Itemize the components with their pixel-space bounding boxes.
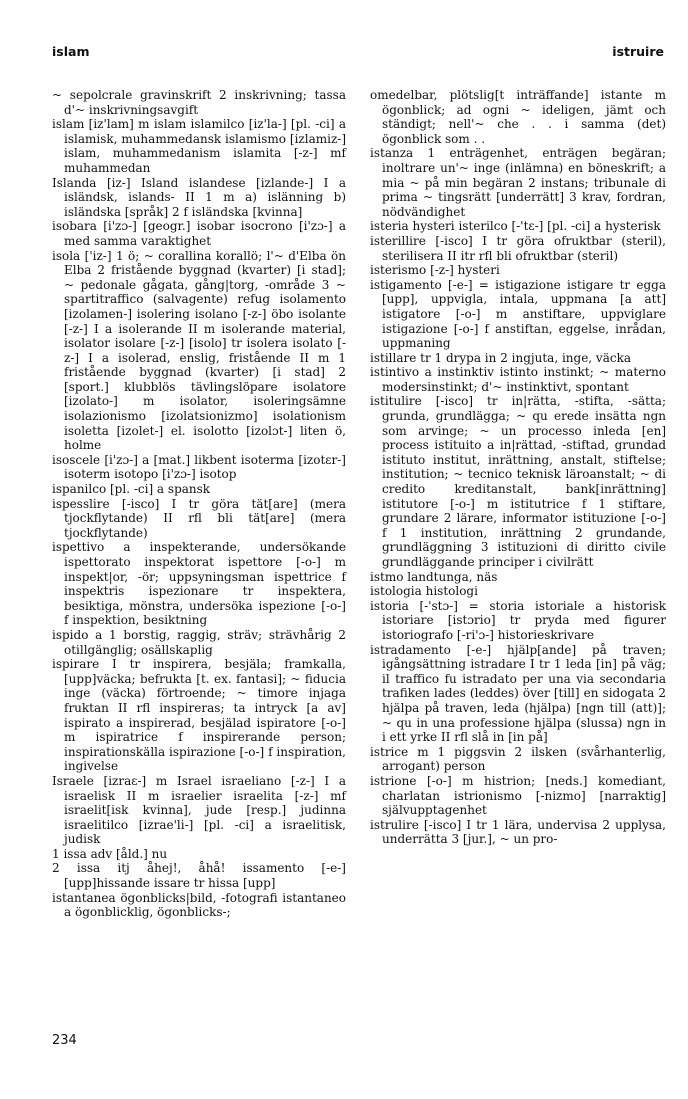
dictionary-entry: isobara [i'zɔ-] [geogr.] isobar isocrono [i'zɔ-] a med samma varaktighet bbox=[52, 219, 346, 248]
dictionary-entry: ~ sepolcrale gravinskrift 2 inskrivning; tassa d'~ inskrivningsavgift bbox=[52, 88, 346, 117]
dictionary-entry: istitulire [-isco] tr in|rätta, -stifta, -sätta; grunda, grundlägga; ~ qu erede insätta ngn som arvinge; ~ un processo inleda [en] process istituito a in|rättad, -stiftad, grundad istituto institut, inrättning, anstalt, stiftelse; institution; ~ tecnico teknisk läroanstalt; ~ di credito kreditanstalt, bank[inrättning] istitutore [-o-] m istitutrice f 1 stiftare, grundare 2 lärare, informator istituzione [-o-] f 1 institution, inrättning 2 grundande, grundläggning 3 istituzioni di diritto civile grundläggande principer i civilrätt bbox=[370, 394, 666, 569]
dictionary-entry: istintivo a instinktiv istinto instinkt; ~ materno modersinstinkt; d'~ instinktivt, spontant bbox=[370, 365, 666, 394]
dictionary-entry: istrulire [-isco] I tr 1 lära, undervisa 2 upplysa, underrätta 3 [jur.], ~ un pro- bbox=[370, 817, 666, 847]
guide-word-left: islam bbox=[52, 44, 90, 59]
dictionary-entry: omedelbar, plötslig[t inträffande] istante m ögonblick; ad ogni ~ ideligen, jämt och ständigt; nell'~ che . . i samma (det) ögonblick som . . bbox=[370, 88, 666, 146]
dictionary-entry: istoria [-'stɔ-] = storia istoriale a historisk istoriare [istɔrio] tr pryda med figurer istoriografo [-ri'ɔ-] historieskrivare bbox=[370, 598, 666, 642]
dictionary-entry: isoscele [i'zɔ-] a [mat.] likbent isoterma [izotɛr-] isoterm isotopo [i'zɔ-] isotop bbox=[52, 452, 346, 482]
dictionary-entry: istradamento [-e-] hjälp[ande] på traven; igångsättning istradare I tr 1 leda [in] på väg; il traffico fu istradato per una via secondaria trafiken lades (leddes) över [till] en sidogata 2 hjälpa på traven, leda (hjälpa) [ngn till (att)]; ~ qu in una professione hjälpa (slussa) ngn in i ett yrke II rfl slå in [in på] bbox=[370, 642, 666, 745]
page-number: 234 bbox=[52, 1033, 77, 1048]
dictionary-entry: istigamento [-e-] = istigazione istigare tr egga [upp], uppvigla, intala, uppmana [a att] istigatore [-o-] m anstiftare, uppviglare istigazione [-o-] f anstiftan, eggelse, inrådan, uppmaning bbox=[370, 277, 666, 351]
dictionary-entry: Islanda [iz-] Island islandese [izlande-] I a isländsk, islands- II 1 m a) islänning b) isländska [språk] 2 f isländska [kvinna] bbox=[52, 175, 346, 219]
dictionary-entry: istantanea ögonblicks|bild, -fotografi istantaneo a ögonblicklig, ögonblicks-; bbox=[52, 890, 346, 920]
dictionary-entry: istanza 1 enträgenhet, enträgen begäran; inoltrare un'~ inge (inlämna) en böneskrift; a mia ~ på min begäran 2 instans; tribunale di prima ~ tingsrätt [underrätt] 3 krav, fordran, nödvändighet bbox=[370, 146, 666, 219]
dictionary-entry: ispirare I tr inspirera, besjäla; framkalla, [upp]väcka; befrukta [t. ex. fantasi]; ~ fiducia inge (väcka) förtroende; ~ timore injaga fruktan II rfl inspireras; ta intryck [a av] ispirato a inspirerad, besjälad ispiratore [-o-] m ispiratrice f inspirerande person; inspirationskälla ispirazione [-o-] f inspiration, ingivelse bbox=[52, 657, 346, 774]
dictionary-entry: isola ['iz-] 1 ö; ~ corallina korallö; l'~ d'Elba ön Elba 2 fristående byggnad (kvarter) [i stad]; ~ pedonale gågata, gång|torg, -område 3 ~ spartitraffico (salvagente) refug isolamento [izolamen-] isolering isolano [-z-] öbo isolante [-z-] I a isolerande II m isolerande material, isolator isolare [-z-] [isolo] tr isolera isolato [-z-] I a isolerad, enslig, fristående II m 1 fristående byggnad (kvarter) [i stad] 2 [sport.] klubblös tävlingslöpare isolatore [izolato-] m isolator, isoleringsämne isolazionismo [izolatsionizmo] isolationism isoletta [izolet-] el. isolotto [izolɔt-] liten ö, holme bbox=[52, 248, 346, 453]
dictionary-entry: 2 issa itj åhej!, åhå! issamento [-e-] [upp]hissande issare tr hissa [upp] bbox=[52, 861, 346, 891]
left-column bbox=[52, 88, 346, 920]
dictionary-entry: isteria hysteri isterilco [-'tɛ-] [pl. -ci] a hysterisk bbox=[370, 219, 661, 234]
dictionary-entry: 1 issa adv [åld.] nu bbox=[52, 846, 168, 861]
dictionary-entry: istologia histologi bbox=[370, 584, 478, 599]
dictionary-entry: islam [iz'lam] m islam islamilco [iz'la-] [pl. -ci] a islamisk, muhammedansk islamismo [izlamiz-] islam, muhammedanism islamita [-z-] mf muhammedan bbox=[52, 117, 346, 175]
dictionary-entry: isterismo [-z-] hysteri bbox=[370, 263, 500, 278]
dictionary-entry: ispettivo a inspekterande, undersökande ispettorato inspektorat ispettore [-o-] m inspekt|or, -ör; uppsyningsman ispettrice f inspektris ispezionare tr inspektera, besiktiga, mönstra, undersöka ispezione [-o-] f inspektion, besiktning bbox=[52, 540, 346, 628]
dictionary-entry: isterillire [-isco] I tr göra ofruktbar (steril), sterilisera II itr rfl bli ofruktbar (steril) bbox=[370, 233, 666, 263]
dictionary-entry: istmo landtunga, näs bbox=[370, 569, 498, 584]
dictionary-entry: Israele [izraɛ-] m Israel israeliano [-z-] I a israelisk II m israelier israelita [-z-] mf israelit[isk kvinna], jude [resp.] judinna israelitilco [izrae'li-] [pl. -ci] a israelitisk, judisk bbox=[52, 773, 346, 847]
right-column bbox=[370, 88, 666, 847]
dictionary-entry: ispido a 1 borstig, raggig, sträv; strävhårig 2 otillgänglig; osällskaplig bbox=[52, 627, 346, 657]
dictionary-entry: ispesslire [-isco] I tr göra tät[are] (mera tjockflytande) II rfl bli tät[are] (mera tjockflytande) bbox=[52, 496, 346, 540]
guide-word-right: istruire bbox=[612, 44, 664, 59]
dictionary-entry: istrice m 1 piggsvin 2 ilsken (svårhanterlig, arrogant) person bbox=[370, 744, 666, 774]
dictionary-entry: ispanilco [pl. -ci] a spansk bbox=[52, 482, 211, 497]
dictionary-entry: istillare tr 1 drypa in 2 ingjuta, inge, väcka bbox=[370, 350, 631, 365]
dictionary-entry: istrione [-o-] m histrion; [neds.] komediant, charlatan istrionismo [-nizmo] [narraktig] självupptagenhet bbox=[370, 773, 666, 818]
